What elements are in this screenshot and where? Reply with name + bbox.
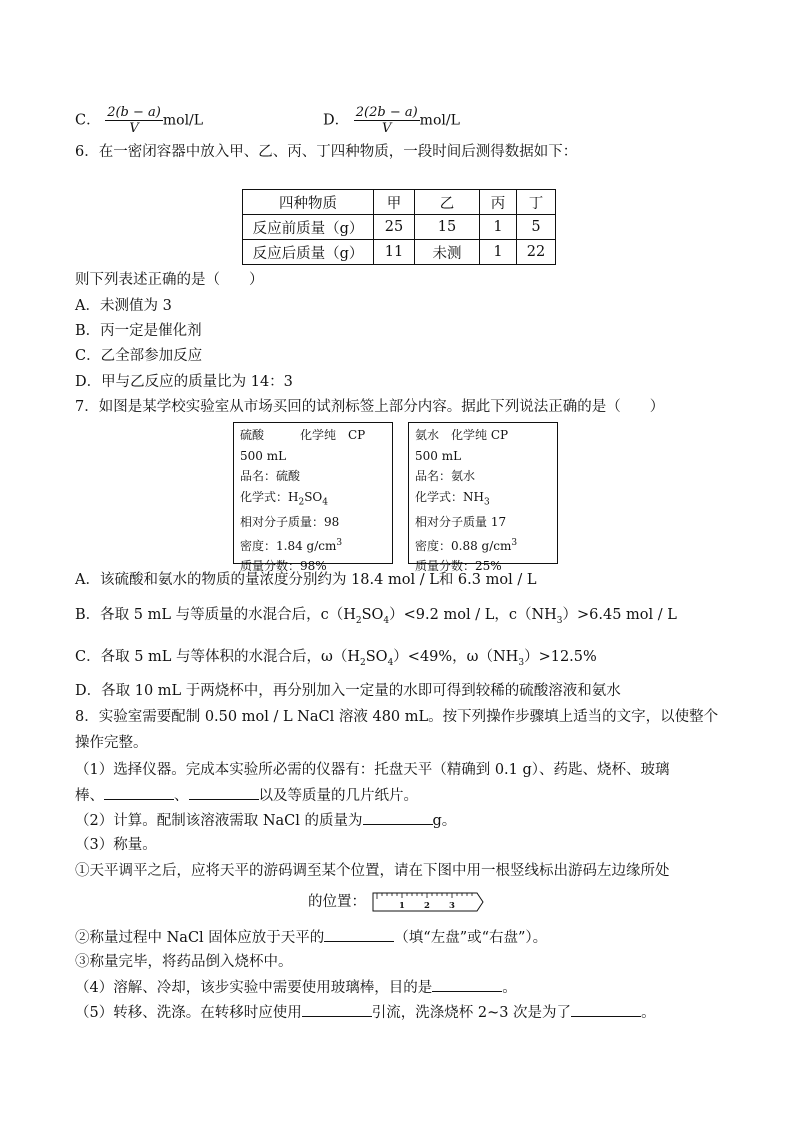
answer-blank[interactable] [324,927,394,942]
q8-step1-line1: （1）选择仪器。完成本实验所必需的仪器有：托盘天平（精确到 0.1 g）、药匙、烧杯、玻璃 [75,762,670,778]
table-row [243,215,556,240]
table-header-cell: 四种物质 [243,190,374,215]
q6-data-table [242,189,556,265]
q7-option-c: C．各取 5 mL 与等体积的水混合后，$\omega(H_2SO_4)<49\%$，$\omega(NH_3)>12.5\%$ [75,649,597,668]
q5-option-d-unit: mol/L [419,112,460,129]
table-header-cell: 丁 [517,190,556,215]
label-title: 硫酸 化学纯 CP [240,428,366,442]
q7-option-b: B．各取 5 mL 与等质量的水混合后，$c(H_2SO_4)<9.2$ mol / L，$c(NH_3)>6.45$ mol / L [75,607,677,626]
q8-step3-2: ②称量过程中 NaCl 固体应放于天平的 （填“左盘”或“右盘”）。 [75,927,547,948]
table-header-cell: 丙 [480,190,517,215]
table-cell: 1 [480,240,517,265]
answer-blank[interactable] [302,1002,372,1017]
ruler-tick-label: 3 [449,901,455,911]
answer-blank[interactable] [104,785,174,800]
ruler-tick-label: 1 [399,901,405,911]
table-row [243,240,556,265]
ruler-tick-label: 2 [424,901,430,911]
label-formula: 化学式：$NH_3$ [415,489,490,507]
answer-blank[interactable] [571,1002,641,1017]
q6-stem: 6．在一密闭容器中放入甲、乙、丙、丁四种物质，一段时间后测得数据如下： [75,144,578,160]
q8-step3-1-line1: ①天平调平之后，应将天平的游码调至某个位置，请在下图中用一根竖线标出游码左边缘所处 [75,863,670,879]
q5-option-c-letter: C． [75,112,101,129]
label-molar-mass: 相对分子质量：98 [240,515,340,530]
table-header-cell: 甲 [374,190,415,215]
q5-option-c-unit: mol/L [162,112,204,129]
q6-option-c: C．乙全部参加反应 [75,348,203,364]
q7-option-a: A．该硫酸和氨水的物质的量浓度分别约为 18.4 mol / L和 6.3 mol / L [75,572,537,588]
table-cell: 反应前质量（g） [243,215,374,240]
q5-option-d-numerator: 2(2b − a) [355,105,418,120]
q8-step3-3: ③称量完毕，将药品倒入烧杯中。 [75,954,293,970]
answer-blank[interactable] [363,810,433,825]
label-name: 品名：氨水 [415,469,476,483]
q7-stem: 7．如图是某学校实验室从市场买回的试剂标签上部分内容。据此下列说法正确的是（ ） [75,399,665,415]
q5-option-c-denominator: V [129,121,139,136]
table-cell: 5 [517,215,556,240]
label-volume: 500 mL [240,448,287,463]
table-cell: 未测 [415,240,480,265]
table-cell: 反应后质量（g） [243,240,374,265]
q7-option-d: D．各取 10 mL 于两烧杯中，再分别加入一定量的水即可得到较稀的硫酸溶液和氨水 [75,683,621,699]
label-title: 氨水 化学纯 CP [415,428,509,442]
table-cell: 1 [480,215,517,240]
q8-step4: （4）溶解、冷却，该步实验中需要使用玻璃棒，目的是 。 [75,977,517,998]
q6-question: 则下列表述正确的是（ ） [75,272,264,288]
q8-step5: （5）转移、洗涤。在转移时应使用 引流，洗涤烧杯 2~3 次是为了 。 [75,1002,656,1023]
label-name: 品名：硫酸 [240,469,301,483]
q6-option-d: D．甲与乙反应的质量比为 14：3 [75,374,293,390]
label-volume: 500 mL [415,448,462,463]
label-mass-fraction: 质量分数：98% [240,559,327,574]
q5-option-d [323,105,460,136]
q5-option-c [75,105,203,136]
answer-blank[interactable] [432,977,502,992]
label-formula: 化学式：$H_2SO_4$ [240,489,328,507]
balance-rider-ruler[interactable] [372,892,484,912]
q8-step3-1-line2: 的位置： [308,894,366,910]
table-cell: 25 [374,215,415,240]
q5-option-c-fraction [105,105,163,136]
table-header-cell: 乙 [415,190,480,215]
sulfuric-acid-label [233,422,393,574]
q8-step1-line2: 棒、 、 以及等质量的几片纸片。 [75,785,418,806]
label-density: 密度：0.88 $g/cm^3$ [415,537,518,553]
table-header-row [243,190,556,215]
label-mass-fraction: 质量分数：25% [415,559,502,574]
table-cell: 15 [415,215,480,240]
q5-option-d-denominator: V [382,121,392,136]
q8-stem-line1: 8．实验室需要配制 0.50 mol / L NaCl 溶液 480 mL。按下列操作步骤填上适当的文字，以使整个 [75,709,719,725]
q5-option-c-numerator: 2(b − a) [107,105,161,120]
label-density: 密度：1.84 $g/cm^3$ [240,537,343,553]
table-cell: 11 [374,240,415,265]
answer-blank[interactable] [189,785,259,800]
q5-option-d-fraction [354,105,420,136]
label-molar-mass: 相对分子质量 17 [415,515,507,530]
q8-stem-line2: 操作完整。 [75,735,148,751]
q5-option-d-letter: D． [323,112,350,129]
table-cell: 22 [517,240,556,265]
q8-step2: （2）计算。配制该溶液需取 NaCl 的质量为 g。 [75,810,456,831]
q8-step3: （3）称量。 [75,837,157,853]
q6-option-b: B．丙一定是催化剂 [75,323,202,339]
q6-option-a: A．未测值为 3 [75,298,172,314]
ammonia-label [408,422,558,574]
